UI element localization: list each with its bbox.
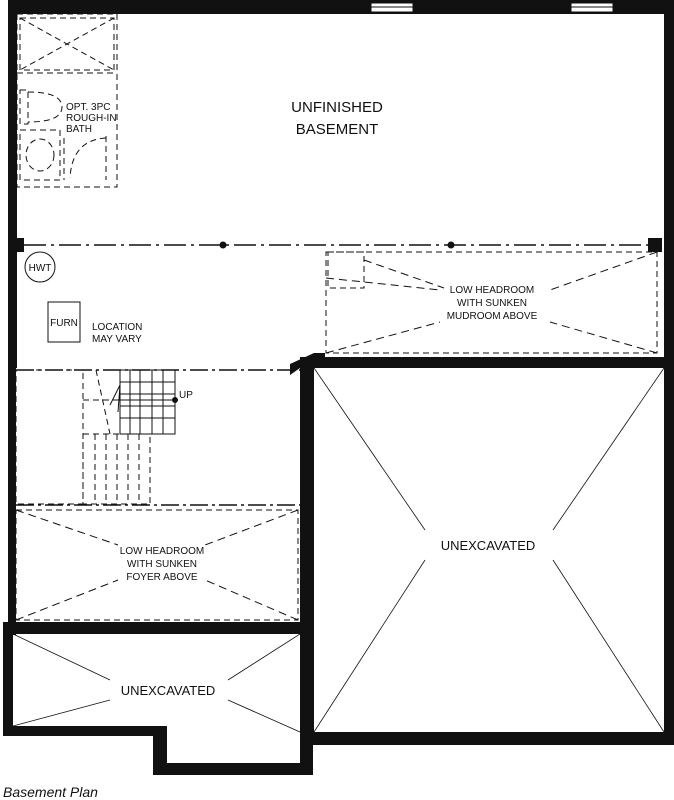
mudroom-note-2: WITH SUNKEN [457,298,527,309]
left-lower-bottom-wall [3,726,167,736]
left-wall-lower [8,368,16,635]
right-wall [664,0,674,745]
step-wall-bottom [153,763,313,775]
bath-door-swing [70,138,106,178]
bath-label-3: BATH [66,124,92,135]
plan-caption: Basement Plan [3,784,98,800]
unfinished-basement-label-1: UNFINISHED [291,99,383,116]
left-lower-top-wall [3,622,313,634]
right-post [648,238,662,252]
support-post-1 [220,242,227,249]
furnace-label: FURN [50,318,78,329]
support-post-2 [448,242,455,249]
sink [26,139,54,171]
bath-label-2: ROUGH-IN [66,113,117,124]
mudroom-post [328,252,364,288]
bottom-wall-right [300,732,674,745]
unexcavated-right-label: UNEXCAVATED [440,538,536,553]
foyer-note-2: WITH SUNKEN [127,559,197,570]
left-lower-wall [3,622,13,736]
foyer-note-3: FOYER ABOVE [126,572,198,583]
bath-label-1: OPT. 3PC [66,102,111,113]
labels [3,99,538,800]
unexcavated-left-label: UNEXCAVATED [120,683,216,698]
foyer-note-1: LOW HEADROOM [119,546,205,557]
mudroom-note-3: MUDROOM ABOVE [446,311,538,322]
interior-wall-vertical [300,357,314,745]
stair-up-label: UP [179,390,193,401]
left-wall-upper [8,0,17,368]
hwt-label: HWT [28,263,52,274]
stair-run-upper [120,370,175,434]
stair-up-marker [173,398,178,403]
toilet-tank [20,90,28,124]
furnace-note-2: MAY VARY [92,334,142,345]
stair-area [16,370,300,505]
left-post [10,238,24,252]
rough-in-bath [17,14,117,187]
mudroom-note-1: LOW HEADROOM [449,285,535,296]
toilet-bowl [28,92,62,122]
unfinished-basement-label-2: BASEMENT [295,121,379,138]
interior-wall-top [314,357,674,368]
furnace-note-1: LOCATION [92,322,143,333]
